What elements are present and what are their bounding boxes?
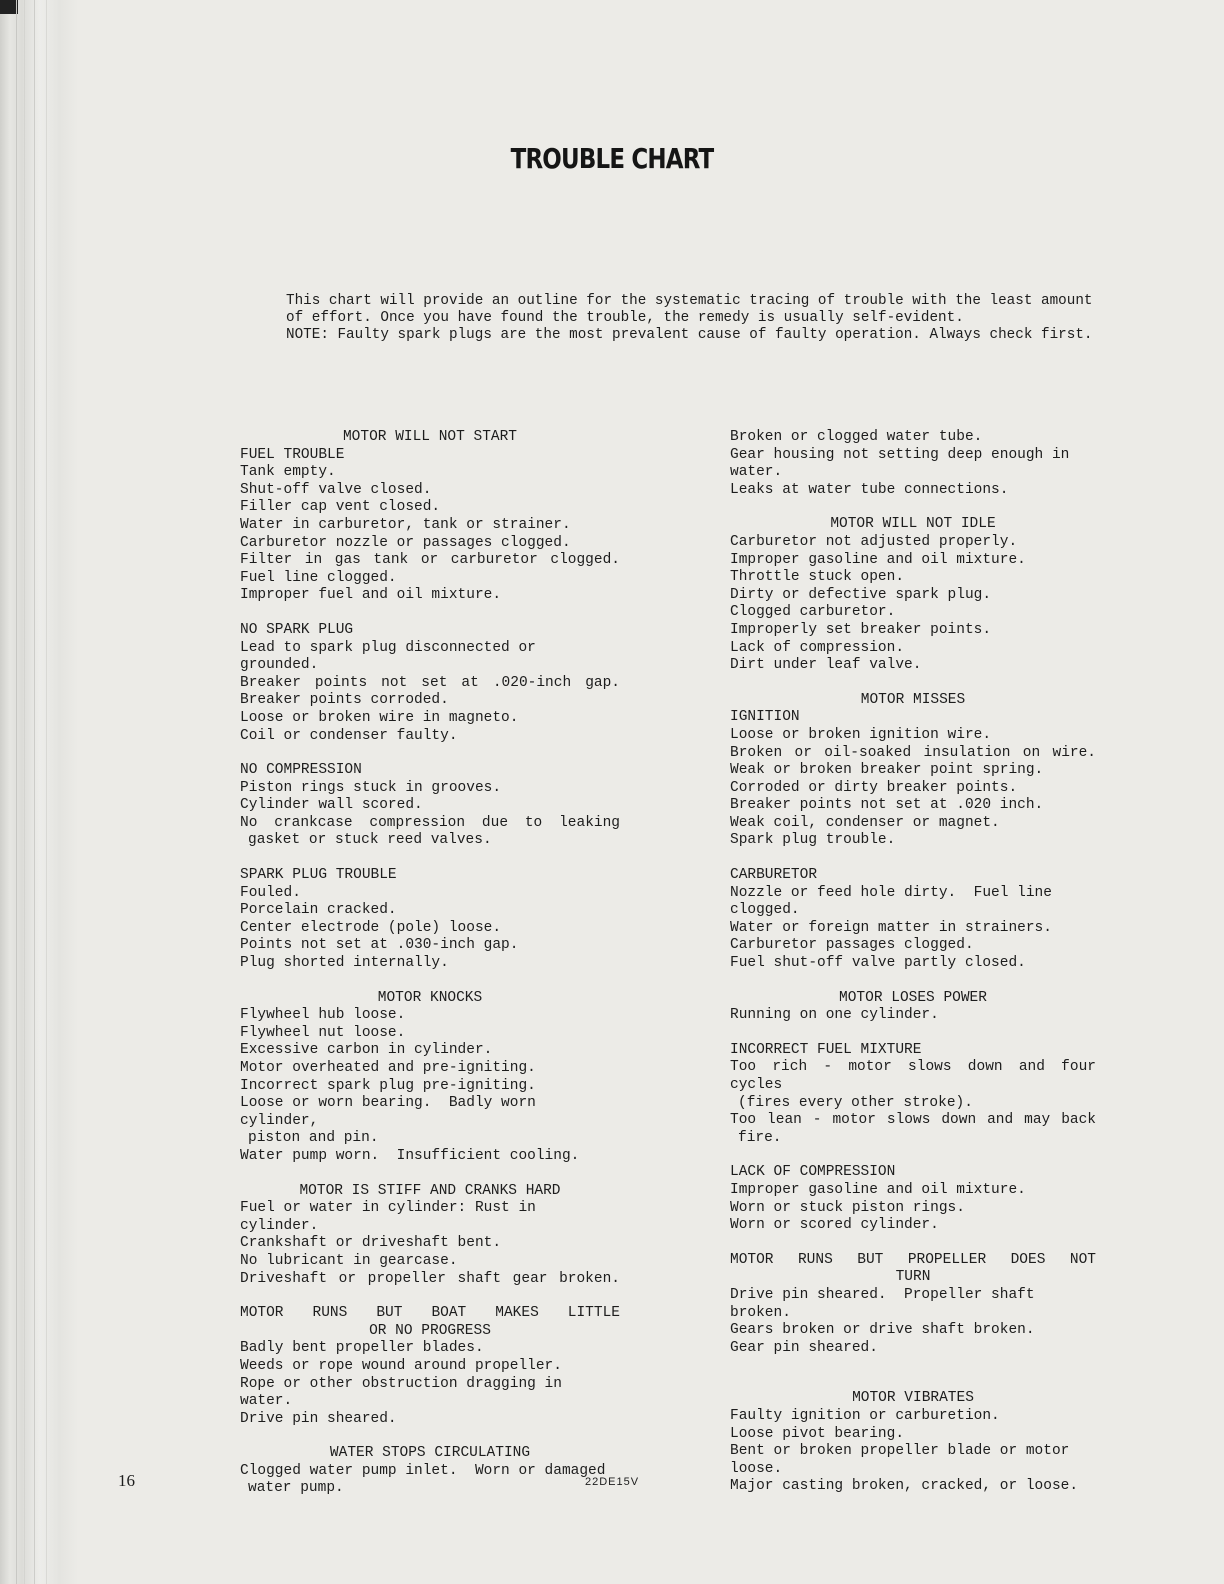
list-item: Clogged carburetor. xyxy=(730,604,896,621)
list-item: Drive pin sheared. xyxy=(240,1410,397,1427)
section-motor-loses-power xyxy=(730,990,1096,1025)
section-lack-of-compression xyxy=(730,1164,1096,1234)
list-item: Weak coil, condenser or magnet. xyxy=(730,814,1000,831)
list-item: Driveshaft or propeller shaft gear broken. xyxy=(240,1270,620,1287)
page-title: TROUBLE CHART xyxy=(510,142,714,175)
section-motor-misses xyxy=(730,692,1096,850)
list-item: Incorrect spark plug pre-igniting. xyxy=(240,1077,536,1094)
section-heading: MOTOR RUNS BUT PROPELLER DOES NOT xyxy=(730,1251,1096,1268)
section-heading: WATER STOPS CIRCULATING xyxy=(329,1445,531,1462)
list-item: water pump. xyxy=(248,1480,344,1497)
section-heading: MOTOR IS STIFF AND CRANKS HARD xyxy=(299,1182,561,1199)
list-item: Spark plug trouble. xyxy=(730,832,896,849)
list-item: Breaker points corroded. xyxy=(240,692,449,709)
section-heading: MOTOR MISSES xyxy=(860,691,966,708)
list-item: Nozzle or feed hole dirty. Fuel line clogged. xyxy=(730,884,1061,919)
section-motor-will-not-start xyxy=(240,429,620,605)
list-item: Worn or scored cylinder. xyxy=(730,1217,939,1234)
list-item: Improper gasoline and oil mixture. xyxy=(730,551,1026,568)
list-item: Improperly set breaker points. xyxy=(730,621,992,638)
list-item: fire. xyxy=(738,1129,782,1146)
list-item: Dirty or defective spark plug. xyxy=(730,586,992,603)
list-item: Filler cap vent closed. xyxy=(240,499,441,516)
list-item: Improper fuel and oil mixture. xyxy=(240,587,502,604)
list-item: Crankshaft or driveshaft bent. xyxy=(240,1235,502,1252)
list-item: Major casting broken, cracked, or loose. xyxy=(730,1478,1079,1495)
list-item: Lead to spark plug disconnected or grounded. xyxy=(240,639,545,674)
list-item: Leaks at water tube connections. xyxy=(730,481,1009,498)
footer-code: 22DE15V xyxy=(584,1476,640,1488)
section-no-compression xyxy=(240,762,620,850)
subsection-heading: INCORRECT FUEL MIXTURE xyxy=(730,1041,922,1058)
intro-paragraph xyxy=(286,293,1093,344)
list-item: Worn or stuck piston rings. xyxy=(730,1199,965,1216)
list-item: Fuel shut-off valve partly closed. xyxy=(730,955,1026,972)
list-item: Filter in gas tank or carburetor clogged. xyxy=(240,552,620,569)
list-item: Badly bent propeller blades. xyxy=(240,1340,484,1357)
section-propeller-does-not-turn xyxy=(730,1252,1096,1358)
list-item: Motor overheated and pre-igniting. xyxy=(240,1060,536,1076)
list-item: Piston rings stuck in grooves. xyxy=(240,779,502,796)
section-heading: MOTOR WILL NOT IDLE xyxy=(830,516,996,533)
section-motor-will-not-idle xyxy=(730,516,1096,674)
list-item: Dirt under leaf valve. xyxy=(730,657,922,674)
list-item: Water in carburetor, tank or strainer. xyxy=(240,516,571,533)
list-item: Weeds or rope wound around propeller. xyxy=(240,1357,562,1374)
intro-note: NOTE: Faulty spark plugs are the most prevalent cause of faulty operation. Always check first. xyxy=(286,327,1093,343)
list-item: Loose or worn bearing. Badly worn cylinder, xyxy=(240,1095,545,1129)
list-item: Corroded or dirty breaker points. xyxy=(730,779,1018,796)
list-item: Points not set at .030-inch gap. xyxy=(240,937,519,954)
list-item: No lubricant in gearcase. xyxy=(240,1252,458,1269)
list-item: Center electrode (pole) loose. xyxy=(240,919,502,936)
list-item: gasket or stuck reed valves. xyxy=(248,832,492,849)
list-item: Plug shorted internally. xyxy=(240,955,449,972)
subsection-heading: LACK OF COMPRESSION xyxy=(730,1164,896,1181)
list-item: Carburetor nozzle or passages clogged. xyxy=(240,534,571,551)
section-heading: MOTOR LOSES POWER xyxy=(839,989,987,1006)
list-item: Water or foreign matter in strainers. xyxy=(730,919,1052,936)
list-item: Broken or clogged water tube. xyxy=(730,429,983,445)
list-item: Carburetor not adjusted properly. xyxy=(730,533,1018,550)
section-water-stops xyxy=(240,1445,620,1498)
list-item: Running on one cylinder. xyxy=(730,1007,939,1024)
subsection-heading: NO COMPRESSION xyxy=(240,762,362,779)
list-item: Gears broken or drive shaft broken. xyxy=(730,1322,1035,1339)
subsection-heading: SPARK PLUG TROUBLE xyxy=(240,867,397,884)
section-motor-stiff xyxy=(240,1183,620,1289)
list-item: Loose or broken wire in magneto. xyxy=(240,709,519,726)
section-heading: MOTOR RUNS BUT BOAT MAKES LITTLE xyxy=(240,1305,620,1322)
list-item: Fouled. xyxy=(240,884,301,901)
list-item: Gear pin sheared. xyxy=(730,1339,878,1356)
list-item: Throttle stuck open. xyxy=(730,569,905,586)
section-heading: OR NO PROGRESS xyxy=(369,1322,491,1339)
list-item: Shut-off valve closed. xyxy=(240,481,432,498)
intro-line: This chart will provide an outline for the systematic tracing of trouble with the least amount xyxy=(286,293,1093,309)
list-item: Weak or broken breaker point spring. xyxy=(730,762,1044,779)
list-item: Flywheel nut loose. xyxy=(240,1024,406,1041)
subsection-heading: IGNITION xyxy=(730,709,800,726)
section-little-progress xyxy=(240,1305,620,1428)
section-no-spark-plug xyxy=(240,622,620,745)
subsection-heading: FUEL TROUBLE xyxy=(240,446,345,463)
list-item: Porcelain cracked. xyxy=(240,902,397,919)
list-item: (fires every other stroke). xyxy=(738,1094,973,1111)
section-gap xyxy=(730,1374,1096,1390)
list-item: Bent or broken propeller blade or motor loose. xyxy=(730,1443,1079,1477)
list-item: Fuel line clogged. xyxy=(240,569,397,586)
subsection-heading: NO SPARK PLUG xyxy=(240,621,354,638)
list-item: Water pump worn. Insufficient cooling. xyxy=(240,1147,580,1164)
list-item: Drive pin sheared. Propeller shaft broken. xyxy=(730,1286,1044,1321)
list-item: Faulty ignition or carburetion. xyxy=(730,1407,1000,1424)
section-heading: MOTOR KNOCKS xyxy=(377,989,483,1006)
list-item: Excessive carbon in cylinder. xyxy=(240,1042,493,1059)
list-item: Too lean - motor slows down and may back xyxy=(730,1112,1096,1129)
section-heading: TURN xyxy=(895,1269,931,1286)
section-spark-plug-trouble xyxy=(240,867,620,973)
section-heading: MOTOR VIBRATES xyxy=(852,1390,974,1407)
list-item: Clogged water pump inlet. Worn or damaged xyxy=(240,1462,606,1479)
section-carburetor xyxy=(730,867,1096,973)
right-column xyxy=(730,429,1105,1513)
list-item: Carburetor passages clogged. xyxy=(730,937,974,954)
left-column xyxy=(240,429,620,1515)
list-item: Improper gasoline and oil mixture. xyxy=(730,1181,1026,1198)
list-item: Cylinder wall scored. xyxy=(240,797,423,814)
list-item: Too rich - motor slows down and four cycles xyxy=(730,1059,1105,1093)
list-item: No crankcase compression due to leaking xyxy=(240,814,620,831)
section-incorrect-fuel-mixture xyxy=(730,1041,1105,1148)
list-item: Fuel or water in cylinder: Rust in cylinder. xyxy=(240,1200,545,1234)
list-item: Loose pivot bearing. xyxy=(730,1425,905,1442)
list-item: Loose or broken ignition wire. xyxy=(730,726,992,743)
list-item: Broken or oil-soaked insulation on wire. xyxy=(730,744,1096,761)
subsection-heading: CARBURETOR xyxy=(730,867,818,884)
list-item: Breaker points not set at .020 inch. xyxy=(730,797,1044,814)
page-binding-edge xyxy=(0,0,78,1584)
section-heading: MOTOR WILL NOT START xyxy=(342,429,518,445)
section-motor-knocks xyxy=(240,990,620,1166)
list-item: Tank empty. xyxy=(240,464,336,481)
list-item: Breaker points not set at .020-inch gap. xyxy=(240,674,620,691)
list-item: Flywheel hub loose. xyxy=(240,1007,406,1024)
list-item: Rope or other obstruction dragging in water. xyxy=(240,1375,571,1410)
intro-line: of effort. Once you have found the trouble, the remedy is usually self-evident. xyxy=(286,310,964,326)
list-item: Lack of compression. xyxy=(730,639,905,656)
page-number: 16 xyxy=(118,1471,135,1490)
list-item: piston and pin. xyxy=(248,1130,379,1147)
section-water-continued xyxy=(730,429,1096,499)
list-item: Coil or condenser faulty. xyxy=(240,727,458,744)
list-item: Gear housing not setting deep enough in water. xyxy=(730,446,1079,481)
